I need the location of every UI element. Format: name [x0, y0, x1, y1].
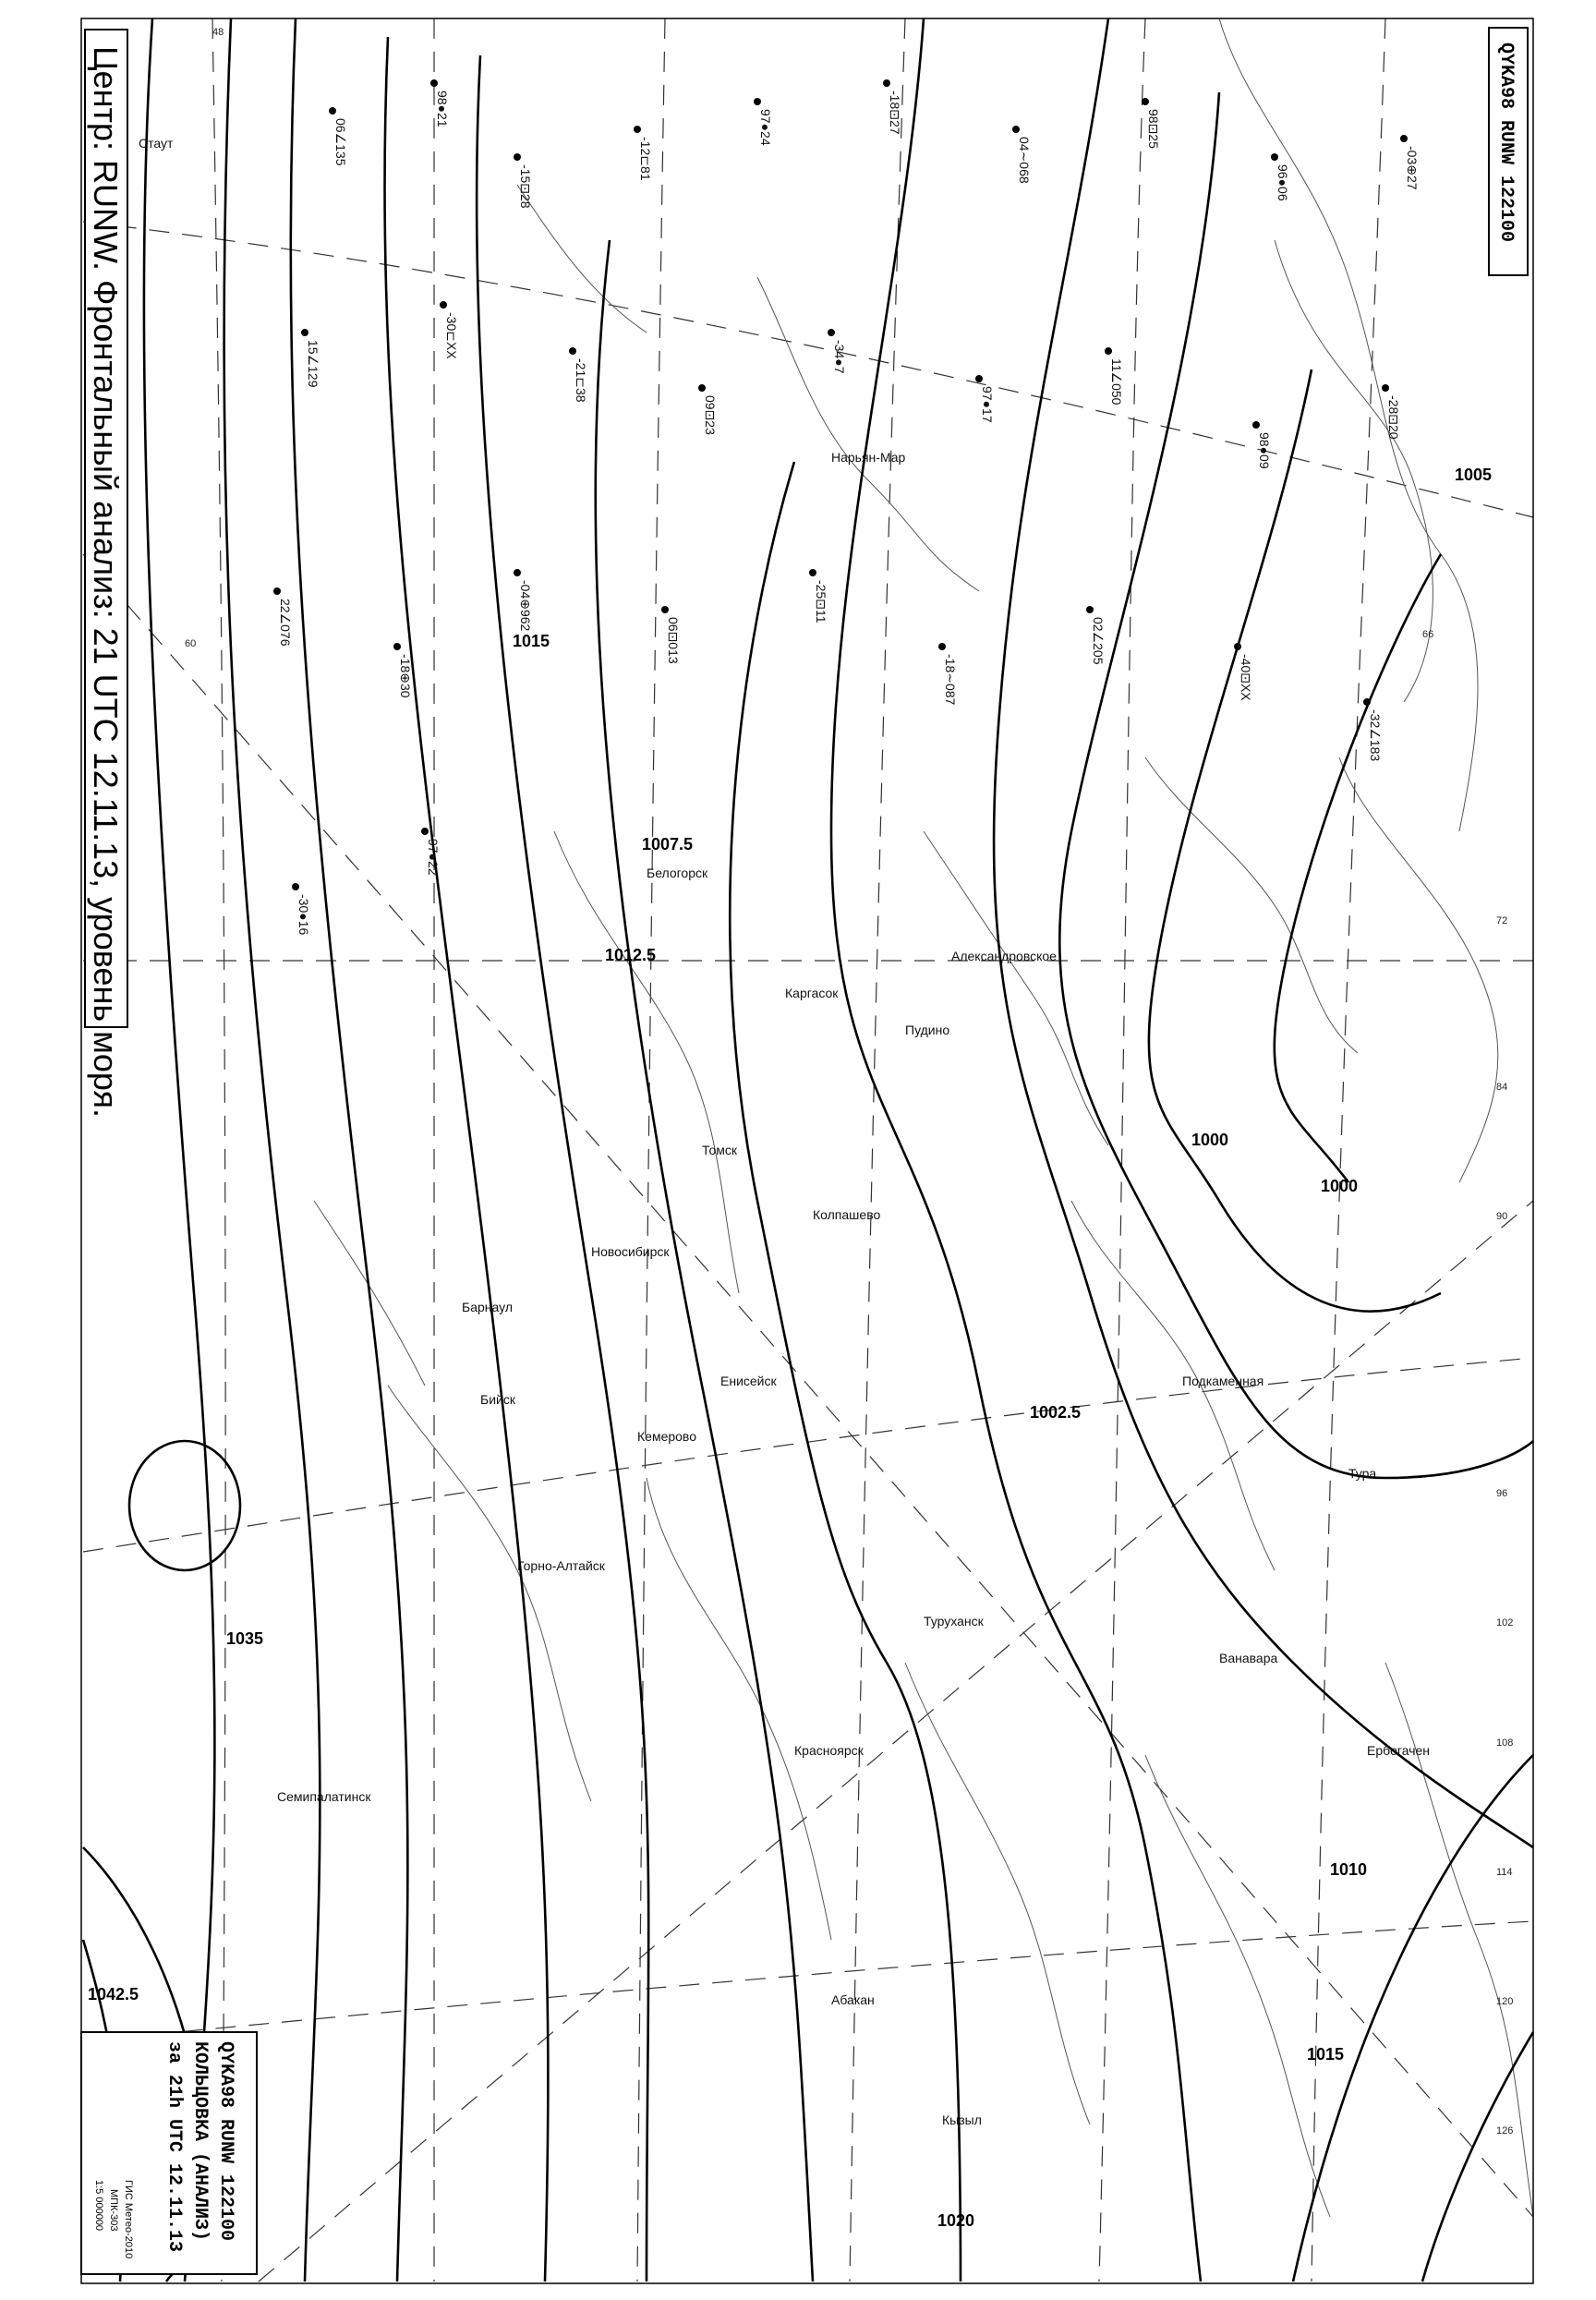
station-label: 11∠050 [1109, 358, 1124, 406]
station-dot [1086, 606, 1094, 613]
station-dot [661, 606, 669, 613]
station-dot [975, 375, 983, 382]
svg-text:66: 66 [1422, 629, 1434, 640]
station-label: -18⊕30 [398, 654, 413, 698]
isobar-label-1005: 1005 [1455, 466, 1493, 484]
station-dot [1271, 153, 1278, 161]
svg-text:90: 90 [1496, 1211, 1508, 1222]
svg-text:Тура: Тура [1348, 1466, 1377, 1481]
station-label: 97●24 [758, 109, 773, 146]
station-dot [1234, 643, 1241, 650]
svg-text:Ербогачен: Ербогачен [1367, 1743, 1431, 1758]
svg-text:Барнаул: Барнаул [462, 1300, 513, 1314]
svg-text:Александровское: Александровское [951, 949, 1057, 963]
station-dot [1105, 347, 1112, 355]
station-label: -03⊕27 [1405, 146, 1420, 190]
svg-text:за 21h UTC 12.11.13: за 21h UTC 12.11.13 [163, 2041, 185, 2253]
station-label: 15∠129 [306, 340, 320, 388]
station-label: -32∠183 [1368, 709, 1383, 762]
station-label: 98●09 [1257, 432, 1272, 469]
svg-text:Новосибирск: Новосибирск [591, 1244, 670, 1259]
station-dot [273, 587, 281, 595]
svg-text:102: 102 [1496, 1617, 1514, 1628]
isobar-label-1000b: 1000 [1321, 1177, 1359, 1195]
svg-text:Подкаменная: Подкаменная [1182, 1374, 1264, 1388]
station-label: -04⊕962 [518, 580, 533, 632]
svg-text:Пудино: Пудино [905, 1023, 950, 1037]
station-dot [1012, 126, 1020, 133]
isobar-label-1002: 1002.5 [1030, 1403, 1082, 1422]
isobar-label-1010: 1010 [1330, 1860, 1368, 1879]
station-dot [514, 569, 521, 576]
station-label: -18∼087 [943, 654, 958, 706]
station-label: -30⊏XX [444, 312, 459, 359]
station-label: 02∠205 [1091, 617, 1106, 665]
svg-text:Семипалатинск: Семипалатинск [277, 1789, 371, 1804]
isobar-label-1007: 1007.5 [642, 835, 694, 853]
station-label: -15⊡28 [518, 164, 533, 209]
svg-text:КОЛЬЦОВКА (АНАЛИЗ): КОЛЬЦОВКА (АНАЛИЗ) [189, 2041, 211, 2242]
svg-text:96: 96 [1496, 1488, 1508, 1499]
station-dot [809, 569, 816, 576]
svg-text:Стаут: Стаут [139, 136, 174, 151]
station-label: 09⊡23 [703, 395, 718, 435]
station-dot [1363, 698, 1371, 706]
station-dot [440, 301, 447, 309]
svg-text:1:5 000000: 1:5 000000 [93, 2180, 104, 2232]
svg-text:Белогорск: Белогорск [647, 866, 708, 880]
station-dot [421, 828, 429, 835]
station-dot [698, 384, 706, 392]
svg-text:Бийск: Бийск [480, 1392, 515, 1407]
isobar-label-1012: 1012.5 [605, 946, 657, 964]
isobar-label-1000a: 1000 [1191, 1131, 1229, 1149]
svg-text:48: 48 [212, 27, 224, 38]
svg-text:Томск: Томск [702, 1143, 737, 1157]
svg-text:108: 108 [1496, 1737, 1514, 1749]
isobar-label-1035: 1035 [226, 1629, 264, 1648]
station-label: 96●06 [1276, 164, 1290, 201]
station-dot [1400, 135, 1408, 142]
station-label: -12⊏81 [638, 137, 653, 181]
station-dot [754, 98, 761, 105]
station-dot [569, 347, 576, 355]
analysis-stamp [81, 2032, 257, 2274]
svg-text:114: 114 [1496, 1867, 1513, 1878]
svg-text:Колпашево: Колпашево [813, 1207, 881, 1222]
svg-text:Абакан: Абакан [831, 1992, 875, 2007]
station-dot [430, 79, 438, 87]
station-dot [1252, 421, 1260, 429]
svg-text:72: 72 [1496, 915, 1508, 926]
station-dot [329, 107, 336, 115]
station-dot [828, 329, 835, 336]
svg-text:QYKA98 RUNW 122100: QYKA98 RUNW 122100 [1495, 42, 1517, 243]
station-dot [301, 329, 308, 336]
isobar-label-1015b: 1015 [1307, 2045, 1345, 2064]
station-label: -21⊏38 [574, 358, 588, 403]
station-label: 98●21 [435, 91, 450, 127]
svg-text:60: 60 [185, 638, 197, 649]
svg-text:QYKA98 RUNW 122100: QYKA98 RUNW 122100 [215, 2041, 236, 2242]
header-code [1489, 28, 1528, 275]
svg-text:Енисейск: Енисейск [720, 1374, 777, 1388]
svg-text:120: 120 [1496, 1996, 1514, 2007]
title-banner [85, 30, 127, 1118]
svg-text:Кызыл: Кызыл [942, 2112, 982, 2127]
svg-text:84: 84 [1496, 1082, 1508, 1093]
svg-text:МПК-303: МПК-303 [108, 2189, 119, 2232]
station-label: 98⊡25 [1146, 109, 1161, 149]
station-dot [1382, 384, 1389, 392]
station-label: 22∠076 [278, 599, 293, 647]
station-dot [883, 79, 890, 87]
isobar-label-1042: 1042.5 [88, 1985, 139, 2003]
station-dot [634, 126, 641, 133]
svg-text:Туруханск: Туруханск [924, 1614, 984, 1628]
station-label: 06⊡013 [666, 617, 681, 664]
station-label: -40⊡XX [1239, 654, 1253, 701]
station-dot [938, 643, 946, 650]
svg-text:Нарьян-Мар: Нарьян-Мар [831, 450, 906, 465]
station-label: -30●16 [296, 894, 311, 936]
svg-text:ГИС Метео-2010: ГИС Метео-2010 [123, 2180, 134, 2259]
station-label: 04∼068 [1017, 137, 1032, 184]
station-label: 97●22 [426, 839, 441, 876]
station-label: 06∠135 [333, 118, 348, 166]
svg-text:Красноярск: Красноярск [794, 1743, 864, 1758]
isobar-label-1015: 1015 [513, 632, 550, 650]
map-title: Центр: RUNW. Фронтальный анализ: 21 UTC 12.11.13, уровень моря. [87, 46, 125, 1119]
station-label: 97●17 [980, 386, 995, 423]
station-label: -34●7 [832, 340, 847, 374]
svg-text:Кемерово: Кемерово [637, 1429, 696, 1444]
svg-text:Горно-Алтайск: Горно-Алтайск [517, 1558, 605, 1573]
svg-text:Ванавара: Ванавара [1219, 1651, 1278, 1665]
station-dot [1142, 98, 1149, 105]
station-dot [292, 883, 299, 890]
station-dot [514, 153, 521, 161]
station-label: -28⊡20 [1386, 395, 1401, 440]
svg-text:126: 126 [1496, 2125, 1514, 2137]
station-label: -25⊡11 [814, 580, 828, 623]
isobar-label-1020: 1020 [937, 2211, 975, 2230]
station-label: -18⊡27 [888, 91, 902, 135]
station-dot [393, 643, 401, 650]
svg-text:Каргасок: Каргасок [785, 986, 839, 1000]
